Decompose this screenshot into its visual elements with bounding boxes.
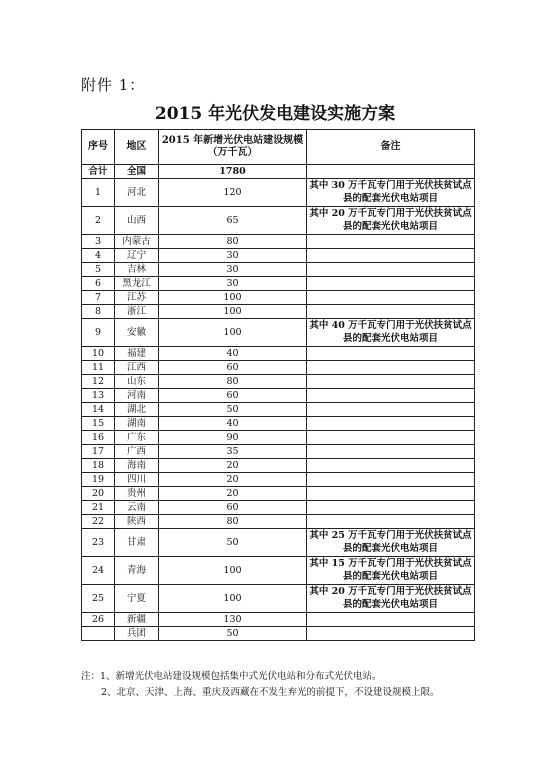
row-remark xyxy=(307,277,475,291)
row-capacity: 100 xyxy=(159,557,307,585)
row-region: 辽宁 xyxy=(115,249,159,263)
row-remark: 其中 20 万千瓦专门用于光伏扶贫试点县的配套光伏电站项目 xyxy=(307,585,475,613)
row-region: 新疆 xyxy=(115,613,159,627)
table-row xyxy=(82,179,475,207)
row-capacity: 60 xyxy=(159,361,307,375)
row-remark xyxy=(307,263,475,277)
table-row xyxy=(82,305,475,319)
attachment-label: 附件 1： xyxy=(81,76,146,94)
row-remark xyxy=(307,459,475,473)
row-capacity: 100 xyxy=(159,291,307,305)
table-row xyxy=(82,473,475,487)
row-region: 四川 xyxy=(115,473,159,487)
row-remark xyxy=(307,473,475,487)
row-no: 7 xyxy=(82,291,115,305)
header-no: 序号 xyxy=(82,130,115,165)
total-region: 全国 xyxy=(115,165,159,179)
table-header-row xyxy=(82,130,475,165)
row-remark: 其中 40 万千瓦专门用于光伏扶贫试点县的配套光伏电站项目 xyxy=(307,319,475,347)
row-capacity: 60 xyxy=(159,501,307,515)
row-capacity: 35 xyxy=(159,445,307,459)
row-capacity: 80 xyxy=(159,515,307,529)
row-no: 20 xyxy=(82,487,115,501)
row-remark: 其中 15 万千瓦专门用于光伏扶贫试点县的配套光伏电站项目 xyxy=(307,557,475,585)
row-no: 22 xyxy=(82,515,115,529)
row-region: 吉林 xyxy=(115,263,159,277)
table-row xyxy=(82,459,475,473)
row-region: 宁夏 xyxy=(115,585,159,613)
row-remark xyxy=(307,613,475,627)
row-no: 5 xyxy=(82,263,115,277)
table-row xyxy=(82,263,475,277)
row-no: 17 xyxy=(82,445,115,459)
row-capacity: 50 xyxy=(159,529,307,557)
header-capacity: 2015 年新增光伏电站建设规模（万千瓦） xyxy=(159,130,307,165)
row-no: 18 xyxy=(82,459,115,473)
row-remark xyxy=(307,487,475,501)
row-capacity: 100 xyxy=(159,319,307,347)
row-region: 江苏 xyxy=(115,291,159,305)
row-remark xyxy=(307,389,475,403)
row-capacity: 50 xyxy=(159,627,307,641)
row-capacity: 80 xyxy=(159,375,307,389)
row-no: 26 xyxy=(82,613,115,627)
row-capacity: 40 xyxy=(159,347,307,361)
table-row xyxy=(82,487,475,501)
footnote-1: 注：1、新增光伏电站建设规模包括集中式光伏电站和分布式光伏电站。 xyxy=(81,671,382,682)
row-no: 11 xyxy=(82,361,115,375)
row-region: 贵州 xyxy=(115,487,159,501)
table-row xyxy=(82,445,475,459)
row-no: 14 xyxy=(82,403,115,417)
row-region: 青海 xyxy=(115,557,159,585)
row-region: 黑龙江 xyxy=(115,277,159,291)
row-region: 河北 xyxy=(115,179,159,207)
row-capacity: 40 xyxy=(159,417,307,431)
table-row xyxy=(82,431,475,445)
table-row xyxy=(82,291,475,305)
row-no: 6 xyxy=(82,277,115,291)
footnotes xyxy=(81,669,440,701)
row-region: 云南 xyxy=(115,501,159,515)
table-row xyxy=(82,207,475,235)
row-capacity: 30 xyxy=(159,277,307,291)
table-row xyxy=(82,627,475,641)
row-capacity: 100 xyxy=(159,585,307,613)
row-no: 9 xyxy=(82,319,115,347)
row-no: 13 xyxy=(82,389,115,403)
row-region: 广东 xyxy=(115,431,159,445)
row-remark: 其中 30 万千瓦专门用于光伏扶贫试点县的配套光伏电站项目 xyxy=(307,179,475,207)
row-capacity: 50 xyxy=(159,403,307,417)
table-row xyxy=(82,361,475,375)
footnote-2: 2、北京、天津、上海、重庆及西藏在不发生弃光的前提下，不设建设规模上限。 xyxy=(101,687,440,698)
row-no: 23 xyxy=(82,529,115,557)
row-region: 内蒙古 xyxy=(115,235,159,249)
row-remark xyxy=(307,445,475,459)
row-no: 19 xyxy=(82,473,115,487)
table-row xyxy=(82,613,475,627)
row-remark xyxy=(307,305,475,319)
row-no: 3 xyxy=(82,235,115,249)
row-capacity: 20 xyxy=(159,487,307,501)
row-no: 8 xyxy=(82,305,115,319)
row-capacity: 20 xyxy=(159,473,307,487)
row-remark xyxy=(307,627,475,641)
table-row xyxy=(82,235,475,249)
total-row xyxy=(82,165,475,179)
total-remark xyxy=(307,165,475,179)
document-title: 2015 年光伏发电建设实施方案 xyxy=(154,104,396,124)
row-remark xyxy=(307,501,475,515)
row-no: 15 xyxy=(82,417,115,431)
row-capacity: 60 xyxy=(159,389,307,403)
table-row xyxy=(82,417,475,431)
row-capacity: 30 xyxy=(159,263,307,277)
row-no: 21 xyxy=(82,501,115,515)
row-remark xyxy=(307,291,475,305)
row-capacity: 90 xyxy=(159,431,307,445)
header-region: 地区 xyxy=(115,130,159,165)
table-row xyxy=(82,585,475,613)
row-capacity: 80 xyxy=(159,235,307,249)
capacity-table xyxy=(81,129,475,641)
table-row xyxy=(82,375,475,389)
row-remark xyxy=(307,375,475,389)
row-region: 安徽 xyxy=(115,319,159,347)
table-row xyxy=(82,515,475,529)
row-region: 河南 xyxy=(115,389,159,403)
row-region: 广西 xyxy=(115,445,159,459)
row-region: 湖南 xyxy=(115,417,159,431)
row-capacity: 100 xyxy=(159,305,307,319)
row-remark: 其中 25 万千瓦专门用于光伏扶贫试点县的配套光伏电站项目 xyxy=(307,529,475,557)
row-remark: 其中 20 万千瓦专门用于光伏扶贫试点县的配套光伏电站项目 xyxy=(307,207,475,235)
table-row xyxy=(82,347,475,361)
row-no: 24 xyxy=(82,557,115,585)
table-row xyxy=(82,319,475,347)
row-no: 16 xyxy=(82,431,115,445)
row-no: 10 xyxy=(82,347,115,361)
row-no: 25 xyxy=(82,585,115,613)
row-no: 1 xyxy=(82,179,115,207)
total-no: 合计 xyxy=(82,165,115,179)
row-no: 2 xyxy=(82,207,115,235)
row-region: 海南 xyxy=(115,459,159,473)
row-remark xyxy=(307,347,475,361)
row-region: 山东 xyxy=(115,375,159,389)
row-remark xyxy=(307,235,475,249)
row-region: 兵团 xyxy=(115,627,159,641)
header-remark: 备注 xyxy=(307,130,475,165)
table-row xyxy=(82,501,475,515)
total-capacity: 1780 xyxy=(159,165,307,179)
row-region: 甘肃 xyxy=(115,529,159,557)
row-remark xyxy=(307,403,475,417)
row-region: 山西 xyxy=(115,207,159,235)
row-remark xyxy=(307,361,475,375)
table-row xyxy=(82,529,475,557)
row-remark xyxy=(307,249,475,263)
table-row xyxy=(82,557,475,585)
table-row xyxy=(82,403,475,417)
row-capacity: 20 xyxy=(159,459,307,473)
row-capacity: 65 xyxy=(159,207,307,235)
row-region: 福建 xyxy=(115,347,159,361)
table-row xyxy=(82,389,475,403)
row-remark xyxy=(307,417,475,431)
row-region: 江西 xyxy=(115,361,159,375)
row-capacity: 120 xyxy=(159,179,307,207)
row-no: 4 xyxy=(82,249,115,263)
row-no xyxy=(82,627,115,641)
row-region: 陕西 xyxy=(115,515,159,529)
table-row xyxy=(82,249,475,263)
row-remark xyxy=(307,431,475,445)
row-region: 浙江 xyxy=(115,305,159,319)
row-capacity: 30 xyxy=(159,249,307,263)
row-remark xyxy=(307,515,475,529)
row-capacity: 130 xyxy=(159,613,307,627)
table-row xyxy=(82,277,475,291)
row-region: 湖北 xyxy=(115,403,159,417)
row-no: 12 xyxy=(82,375,115,389)
